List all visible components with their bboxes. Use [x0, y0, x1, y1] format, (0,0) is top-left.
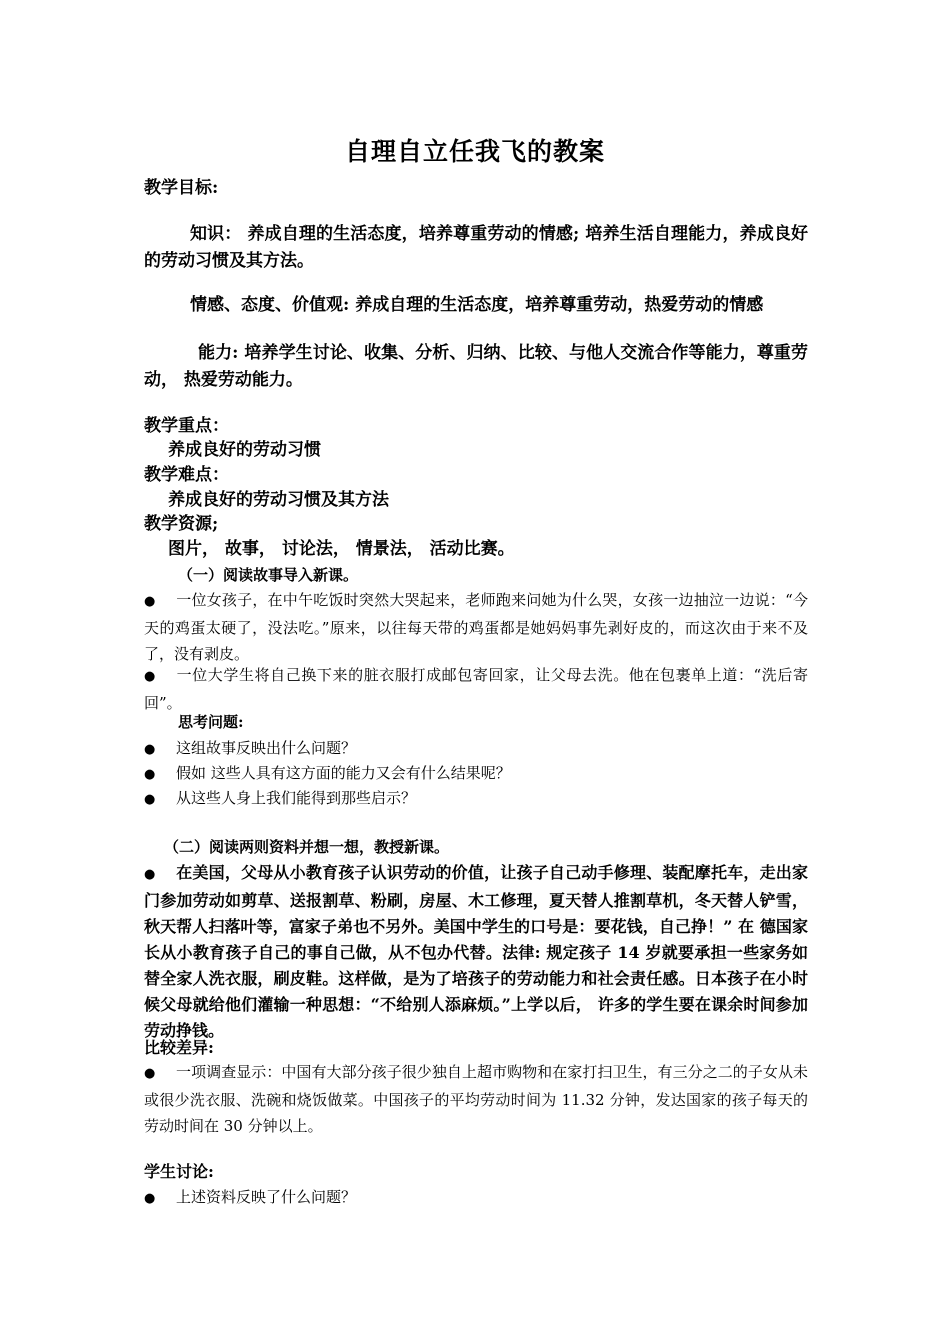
section2-heading: （二）阅读两则资料并想一想，教授新课。: [164, 838, 450, 856]
page-title: 自理自立任我飞的教案: [344, 137, 605, 166]
bullet-icon: ●: [144, 594, 156, 609]
key-point-heading: 教学重点：: [144, 416, 229, 436]
key-point-text: 养成良好的劳动习惯: [168, 440, 321, 460]
resources-text: 图片， 故事， 讨论法， 情景法， 活动比赛。: [168, 539, 515, 559]
think-heading: 思考问题:: [178, 713, 244, 731]
discussion-heading: 学生讨论:: [144, 1162, 214, 1181]
discussion-item: [144, 1184, 808, 1212]
story1-paragraph: [144, 587, 808, 667]
question-item: [144, 735, 808, 763]
bullet-icon: ●: [144, 792, 156, 807]
goal-ability: 能力: 培养学生讨论、收集、分析、归纳、比较、与他人交流合作等能力，尊重劳动， 热爱劳动能力。: [144, 343, 808, 390]
goal-emotion: 情感、态度、价值观: 养成自理的生活态度，培养尊重劳动，热爱劳动的情感: [190, 295, 764, 315]
story2-text: 一位大学生将自己换下来的脏衣服打成邮包寄回家，让父母去洗。他在包裹单上道：“洗后寄回”。: [144, 666, 808, 712]
question-item: [144, 785, 808, 813]
question-text: 这组故事反映出什么问题？: [176, 739, 357, 757]
story1-text: 一位女孩子，在中午吃饭时突然大哭起来，老师跑来问她为什么哭，女孩一边抽泣一边说：“今天的鸡蛋太硬了，没法吃。”原来，以往每天带的鸡蛋都是她妈妈事先剥好皮的，而这次由于来不及了，没有剥皮。: [144, 591, 808, 663]
compare-heading: 比较差异:: [144, 1038, 214, 1057]
material-paragraph: [144, 860, 808, 1044]
bullet-icon: ●: [144, 669, 156, 684]
goal-knowledge: 知识： 养成自理的生活态度，培养尊重劳动的情感; 培养生活自理能力，养成良好的劳动习惯及其方法。: [144, 224, 808, 271]
difficulty-text: 养成良好的劳动习惯及其方法: [168, 490, 389, 510]
bullet-icon: ●: [144, 742, 156, 757]
material-text: 在美国，父母从小教育孩子认识劳动的价值，让孩子自己动手修理、装配摩托车，走出家门参加劳动如剪草、送报割草、粉刷，房屋、木工修理，夏天替人推割草机，冬天替人铲雪，秋天帮人扫落叶等，富家子弟也不另外。美国中学生的口号是：要花钱，自己挣！” 在 德国家长从小教育孩子自己的事自己做，从不包办代替。法律: 规定孩子 14 岁就要承担一些家务如替全家人洗衣服，刷皮鞋。这样做，是为了培孩子的劳动能力和社会责任感。日本孩子在小时候父母就给他们灌输一种思想：“不给别人添麻烦。”上学以后， 许多的学生要在课余时间参加劳动挣钱。: [144, 863, 808, 1040]
resources-heading: 教学资源;: [144, 514, 219, 534]
survey-text: 一项调查显示：中国有大部分孩子很少独自上超市购物和在家打扫卫生，有三分之二的子女从未或很少洗衣服、洗碗和烧饭做菜。中国孩子的平均劳动时间为 11.32 分钟，发达国家的孩子每天的劳动时间在 30 分钟以上。: [144, 1063, 808, 1135]
bullet-icon: ●: [144, 867, 156, 882]
discussion-text: 上述资料反映了什么问题？: [176, 1188, 357, 1206]
goals-heading: 教学目标:: [144, 178, 219, 198]
bullet-icon: ●: [144, 1191, 156, 1206]
question-text: 从这些人身上我们能得到那些启示？: [176, 789, 417, 807]
story2-paragraph: [144, 662, 808, 716]
difficulty-heading: 教学难点：: [144, 465, 229, 485]
bullet-icon: ●: [144, 767, 156, 782]
section1-heading: （一）阅读故事导入新课。: [178, 566, 359, 584]
question-item: [144, 760, 808, 788]
bullet-icon: ●: [144, 1066, 156, 1081]
question-text: 假如 这些人具有这方面的能力又会有什么结果呢？: [176, 764, 511, 782]
survey-paragraph: [144, 1059, 808, 1139]
